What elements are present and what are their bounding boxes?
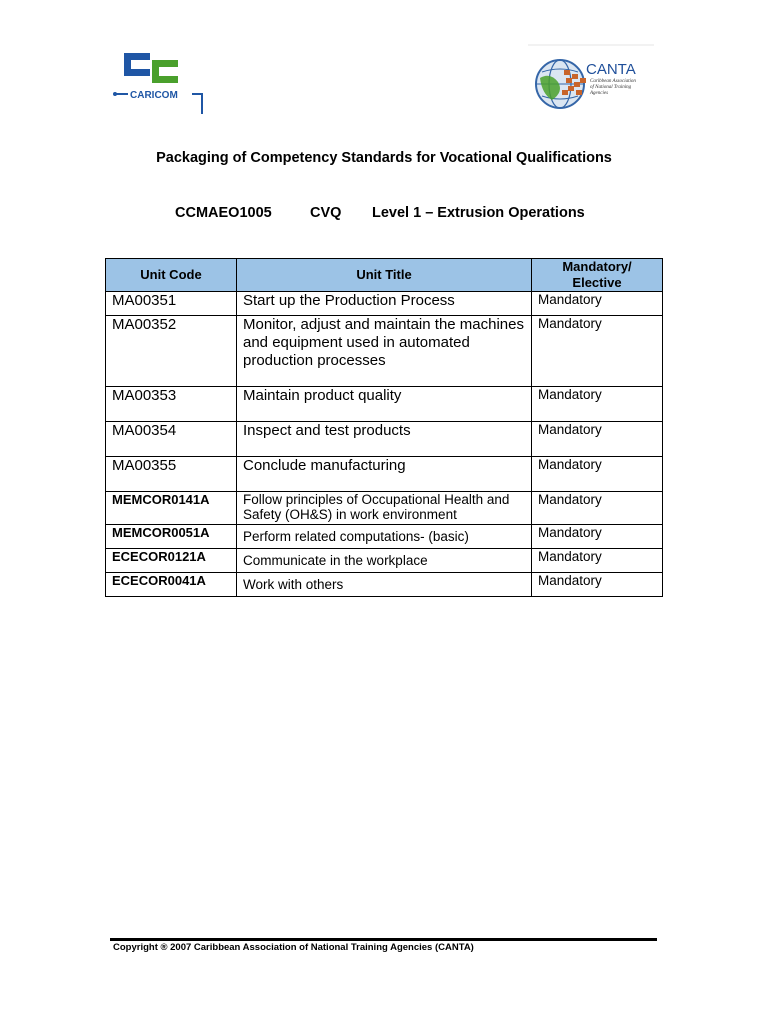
table-header-row — [106, 259, 663, 292]
unit-title: Conclude manufacturing — [237, 457, 532, 492]
unit-code: MA00354 — [106, 422, 237, 457]
unit-title: Work with others — [237, 573, 532, 597]
units-table — [105, 258, 663, 597]
qualification-code: CCMAEO1005 — [175, 205, 272, 221]
unit-title: Inspect and test products — [237, 422, 532, 457]
unit-title: Start up the Production Process — [237, 292, 532, 316]
unit-title: Perform related computations- (basic) — [237, 525, 532, 549]
table-row — [106, 292, 663, 316]
document-title: Packaging of Competency Standards for Vocational Qualifications — [156, 150, 612, 166]
unit-status: Mandatory — [532, 573, 663, 597]
footer-divider — [110, 938, 657, 941]
canta-logo — [528, 44, 654, 116]
unit-title: Monitor, adjust and maintain the machines and equipment used in automated production processes — [237, 316, 532, 387]
table-row — [106, 422, 663, 457]
unit-status: Mandatory — [532, 292, 663, 316]
header-unit-code: Unit Code — [106, 259, 237, 292]
qualification-level: Level 1 – Extrusion Operations — [372, 205, 585, 221]
unit-code: MA00355 — [106, 457, 237, 492]
qualification-type: CVQ — [310, 205, 342, 221]
copyright-footer: Copyright ® 2007 Caribbean Association of National Training Agencies (CANTA) — [113, 942, 474, 953]
svg-text:Caribbean Association: Caribbean Association — [590, 79, 636, 84]
table-row — [106, 387, 663, 422]
svg-text:of National Training: of National Training — [590, 85, 632, 90]
unit-code: ECECOR0041A — [106, 573, 237, 597]
unit-code: MA00351 — [106, 292, 237, 316]
table-row — [106, 316, 663, 387]
unit-title: Maintain product quality — [237, 387, 532, 422]
table-row — [106, 525, 663, 549]
table-row — [106, 457, 663, 492]
header-mandatory-elective: Mandatory/ Elective — [532, 259, 663, 292]
unit-title: Follow principles of Occupational Health and Safety (OH&S) in work environment — [237, 492, 532, 525]
unit-code: MA00353 — [106, 387, 237, 422]
unit-status: Mandatory — [532, 316, 663, 387]
header-unit-title: Unit Title — [237, 259, 532, 292]
unit-status: Mandatory — [532, 525, 663, 549]
caricom-logo — [110, 48, 210, 118]
svg-text:CARICOM: CARICOM — [130, 90, 178, 101]
unit-status: Mandatory — [532, 492, 663, 525]
unit-status: Mandatory — [532, 387, 663, 422]
unit-code: MEMCOR0051A — [106, 525, 237, 549]
unit-code: ECECOR0121A — [106, 549, 237, 573]
unit-status: Mandatory — [532, 549, 663, 573]
unit-title: Communicate in the workplace — [237, 549, 532, 573]
svg-text:CANTA: CANTA — [586, 61, 636, 78]
table-row — [106, 573, 663, 597]
unit-code: MEMCOR0141A — [106, 492, 237, 525]
unit-status: Mandatory — [532, 422, 663, 457]
unit-code: MA00352 — [106, 316, 237, 387]
table-row — [106, 492, 663, 525]
table-row — [106, 549, 663, 573]
unit-status: Mandatory — [532, 457, 663, 492]
svg-text:Agencies: Agencies — [590, 91, 609, 96]
